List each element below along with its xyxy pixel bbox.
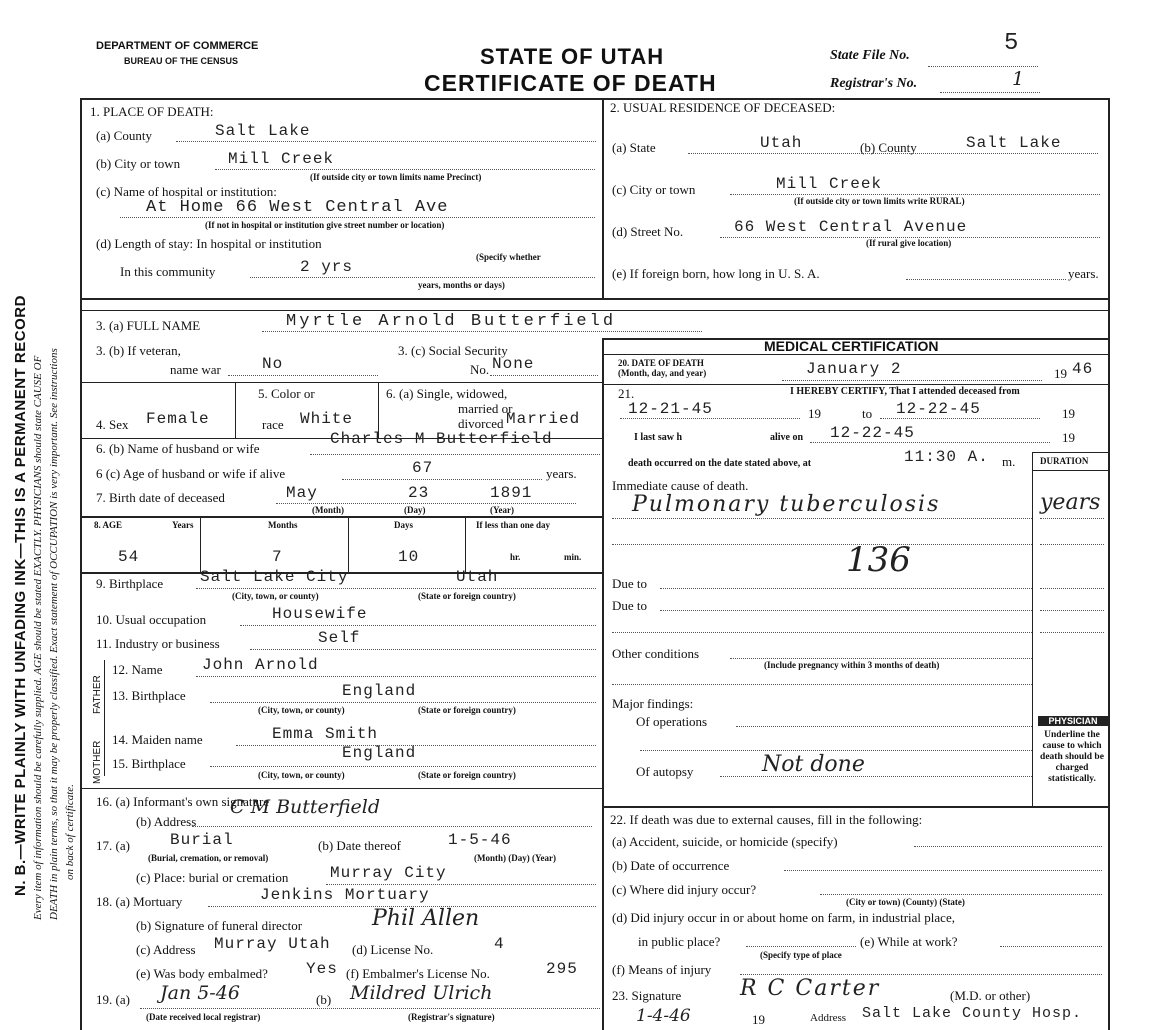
age-months: 7 — [272, 548, 283, 566]
birth-year: 1891 — [490, 484, 533, 502]
immediate-label: Immediate cause of death. — [612, 478, 749, 493]
marital-label: 6. (a) Single, widowed, — [386, 386, 508, 401]
embalmed-label: (e) Was body embalmed? — [136, 966, 268, 981]
dod-year-prefix: 19 — [1054, 366, 1067, 381]
embalmer-value: 295 — [546, 960, 578, 978]
registrar-label: Registrar's No. — [830, 76, 918, 91]
father-birth: England — [342, 682, 417, 700]
age-label: 8. AGE — [94, 520, 123, 530]
physician-addr-label: Address — [810, 1012, 847, 1024]
age-days: 10 — [398, 548, 420, 566]
father-side-label: FATHER — [92, 675, 103, 714]
physician-box-title: PHYSICIAN — [1038, 716, 1108, 726]
father-city-note: (City, town, or county) — [258, 705, 345, 715]
physician-md: (M.D. or other) — [950, 988, 1031, 1003]
mortuary-value: Jenkins Mortuary — [260, 886, 430, 904]
margin-line-2: Every item of information should be carefully supplied. AGE should be stated EXACTLY. PHYSICIANS should state CAUSE OF — [32, 355, 44, 920]
alive-label: alive on — [770, 432, 804, 443]
place-stay-label: (d) Length of stay: In hospital or institution — [96, 236, 322, 251]
informant-signature: C M Butterfield — [230, 796, 381, 818]
other-conditions-note: (Include pregnancy within 3 months of death) — [764, 660, 940, 670]
burial-date-label: (b) Date thereof — [318, 838, 402, 853]
burial-date-note: (Month) (Day) (Year) — [474, 853, 556, 863]
mother-birth-label: 15. Birthplace — [112, 756, 186, 771]
time-suffix: m. — [1002, 454, 1016, 469]
mother-state-note: (State or foreign country) — [418, 770, 516, 780]
burial-value: Burial — [170, 831, 234, 849]
war-label: name war — [170, 362, 221, 377]
res-street: 66 West Central Avenue — [734, 218, 968, 236]
operations-label: Of operations — [636, 714, 708, 729]
registrar-sig-note: (Registrar's signature) — [408, 1012, 495, 1022]
place-community: 2 yrs — [300, 258, 354, 276]
informant-addr-label: (b) Address — [136, 814, 197, 829]
dod-label: 20. DATE OF DEATH — [618, 358, 704, 368]
to-label: to — [862, 406, 873, 421]
major-findings-label: Major findings: — [612, 696, 694, 711]
external-f: (f) Means of injury — [612, 962, 712, 977]
medical-heading: MEDICAL CERTIFICATION — [764, 338, 939, 354]
birthplace-city: Salt Lake City — [200, 568, 349, 586]
external-a: (a) Accident, suicide, or homicide (specify) — [612, 834, 838, 849]
industry-value: Self — [318, 629, 361, 647]
ss-value: None — [492, 355, 535, 373]
bureau-label: BUREAU OF THE CENSUS — [124, 56, 239, 66]
mother-name: Emma Smith — [272, 725, 379, 743]
physician-date: 1-4-46 — [636, 1006, 691, 1026]
margin-instructions — [6, 140, 81, 1030]
received-label: 19. (a) — [96, 992, 130, 1007]
dod-note: (Month, day, and year) — [618, 368, 707, 378]
res-city: Mill Creek — [776, 175, 883, 193]
autopsy-label: Of autopsy — [636, 764, 694, 779]
spouse-name: Charles M Butterfield — [330, 430, 553, 448]
father-name-label: 12. Name — [112, 662, 163, 677]
res-city-label: (c) City or town — [612, 182, 696, 197]
embalmer-label: (f) Embalmer's License No. — [346, 966, 490, 981]
received-note: (Date received local registrar) — [146, 1012, 261, 1022]
place-county-label: (a) County — [96, 128, 152, 143]
external-d2: in public place? — [638, 934, 721, 949]
place-city-label: (b) City or town — [96, 156, 181, 171]
marital-label-3: divorced — [458, 416, 504, 431]
occurred-label: death occurred on the date stated above, at — [628, 458, 812, 469]
duration-label: DURATION — [1040, 456, 1089, 466]
mother-city-note: (City, town, or county) — [258, 770, 345, 780]
hr-label: hr. — [510, 552, 521, 562]
external-d: (d) Did injury occur in or about home on farm, in industrial place, — [612, 910, 955, 925]
burial-note: (Burial, cremation, or removal) — [148, 853, 269, 863]
birthplace-label: 9. Birthplace — [96, 576, 164, 591]
industry-label: 11. Industry or business — [96, 636, 220, 651]
res-state: Utah — [760, 134, 803, 152]
birthplace-state: Utah — [456, 568, 499, 586]
burial-place-label: (c) Place: burial or cremation — [136, 870, 289, 885]
external-b: (b) Date of occurrence — [612, 858, 730, 873]
state-file-number: 5 — [1004, 30, 1020, 57]
veteran-value: No — [262, 355, 284, 373]
birthplace-city-note: (City, town, or county) — [232, 591, 319, 601]
certificate-title: CERTIFICATE OF DEATH — [424, 70, 717, 96]
birthplace-state-note: (State or foreign country) — [418, 591, 516, 601]
registrar-number: 1 — [1012, 68, 1025, 90]
veteran-label: 3. (b) If veteran, — [96, 343, 181, 358]
spouse-age-unit: years. — [546, 466, 577, 481]
ss-label: 3. (c) Social Security — [398, 343, 508, 358]
place-city-note: (If outside city or town limits name Precinct) — [310, 172, 482, 182]
to-nineteen: 19 — [1062, 406, 1075, 421]
physician-sig-label: 23. Signature — [612, 988, 682, 1003]
duration-value: years — [1040, 490, 1101, 515]
year-label: (Year) — [490, 505, 514, 515]
res-foreign-label: (e) If foreign born, how long in U. S. A. — [612, 266, 820, 281]
residence-heading: 2. USUAL RESIDENCE OF DECEASED: — [610, 100, 836, 115]
res-state-label: (a) State — [612, 140, 656, 155]
margin-line-4: on back of certificate. — [64, 784, 76, 880]
occupation-label: 10. Usual occupation — [96, 612, 207, 627]
license-value: 4 — [494, 935, 505, 953]
res-county: Salt Lake — [966, 134, 1062, 152]
director-label: (b) Signature of funeral director — [136, 918, 303, 933]
age-months-label: Months — [268, 520, 298, 530]
lastsaw-label: I last saw h — [634, 432, 683, 443]
registrar-sig-label: (b) — [316, 992, 332, 1007]
dept-label: DEPARTMENT OF COMMERCE — [96, 40, 259, 52]
name-label: 3. (a) FULL NAME — [96, 318, 201, 333]
certify-number: 21. — [618, 386, 635, 401]
attended-from: 12-21-45 — [628, 400, 713, 418]
place-hosp-label: (c) Name of hospital or institution: — [96, 184, 277, 199]
mother-side-label: MOTHER — [92, 740, 103, 784]
state-title: STATE OF UTAH — [480, 44, 665, 69]
time-value: 11:30 A. — [904, 448, 989, 466]
birth-month: May — [286, 484, 318, 502]
place-hosp-note: (If not in hospital or institution give street number or location) — [205, 220, 445, 230]
dod-value: January 2 — [806, 360, 902, 378]
occupation-value: Housewife — [272, 605, 368, 623]
margin-line-3: DEATH in plain terms, so that it may be properly classified. Exact statement of OCCUPATION is very important. See instructions — [48, 348, 60, 920]
from-nineteen: 19 — [808, 406, 821, 421]
cause-code: 136 — [846, 540, 911, 580]
burial-label: 17. (a) — [96, 838, 130, 853]
day-label: (Day) — [404, 505, 426, 515]
other-conditions-label: Other conditions — [612, 646, 700, 661]
external-c-note: (City or town) (County) (State) — [846, 897, 965, 907]
attended-to: 12-22-45 — [896, 400, 981, 418]
director-signature: Phil Allen — [372, 906, 480, 931]
autopsy-value: Not done — [762, 752, 865, 777]
place-city: Mill Creek — [228, 150, 335, 168]
certify-text: I HEREBY CERTIFY, That I attended deceased from — [790, 386, 1020, 397]
physician-signature: R C Carter — [740, 976, 881, 1001]
physician-box-text: Underline the cause to which death should be charged statistically. — [1040, 730, 1104, 784]
lastsaw-value: 12-22-45 — [830, 424, 915, 442]
mort-addr-label: (c) Address — [136, 942, 196, 957]
spouse-age-label: 6 (c) Age of husband or wife if alive — [96, 466, 286, 481]
state-file-label: State File No. — [830, 48, 910, 63]
external-heading: 22. If death was due to external causes, fill in the following: — [610, 812, 923, 827]
birth-label: 7. Birth date of deceased — [96, 490, 225, 505]
margin-line-1: N. B.—WRITE PLAINLY WITH UNFADING INK—THIS IS A PERMANENT RECORD — [12, 295, 29, 896]
month-label: (Month) — [312, 505, 344, 515]
age-years: 54 — [118, 548, 140, 566]
res-county-label: (b) County — [860, 140, 917, 155]
min-label: min. — [564, 552, 582, 562]
sex-value: Female — [146, 410, 210, 428]
res-street-note: (If rural give location) — [866, 238, 952, 248]
external-e: (e) While at work? — [860, 934, 958, 949]
ss-no-label: No. — [470, 362, 490, 377]
license-label: (d) License No. — [352, 942, 434, 957]
sex-label: 4. Sex — [96, 417, 129, 432]
father-birth-label: 13. Birthplace — [112, 688, 186, 703]
place-hosp: At Home 66 West Central Ave — [146, 198, 449, 217]
lastsaw-nineteen: 19 — [1062, 430, 1075, 445]
birth-day: 23 — [408, 484, 430, 502]
external-c: (c) Where did injury occur? — [612, 882, 757, 897]
external-d2-note: (Specify type of place — [760, 950, 842, 960]
received-value: Jan 5-46 — [160, 982, 240, 1004]
immediate-cause: Pulmonary tuberculosis — [632, 492, 941, 517]
due-to-1-label: Due to — [612, 576, 648, 591]
marital-value: Married — [506, 410, 581, 428]
color-label: 5. Color or — [258, 386, 315, 401]
age-less-label: If less than one day — [476, 520, 551, 530]
father-name: John Arnold — [202, 656, 319, 674]
father-state-note: (State or foreign country) — [418, 705, 516, 715]
burial-date: 1-5-46 — [448, 831, 512, 849]
physician-nineteen: 19 — [752, 1012, 765, 1027]
place-county: Salt Lake — [215, 122, 311, 140]
informant-label: 16. (a) Informant's own signature — [96, 794, 270, 809]
spouse-label: 6. (b) Name of husband or wife — [96, 441, 260, 456]
place-community-note: years, months or days) — [418, 280, 505, 290]
age-years-label: Years — [172, 520, 194, 530]
place-heading: 1. PLACE OF DEATH: — [90, 104, 214, 119]
mortuary-label: 18. (a) Mortuary — [96, 894, 183, 909]
age-days-label: Days — [394, 520, 414, 530]
place-stay-spec: (Specify whether — [476, 252, 541, 262]
due-to-2-label: Due to — [612, 598, 648, 613]
mother-name-label: 14. Maiden name — [112, 732, 203, 747]
place-community-label: In this community — [120, 264, 216, 279]
mort-addr: Murray Utah — [214, 935, 331, 953]
race-value: White — [300, 410, 354, 428]
burial-place: Murray City — [330, 864, 447, 882]
res-city-note: (If outside city or town limits write RURAL) — [794, 196, 965, 206]
physician-address: Salt Lake County Hosp. — [862, 1005, 1083, 1022]
spouse-age: 67 — [412, 459, 434, 477]
embalmed-value: Yes — [306, 960, 338, 978]
res-street-label: (d) Street No. — [612, 224, 684, 239]
res-foreign-years: years. — [1068, 266, 1099, 281]
mother-birth: England — [342, 744, 417, 762]
dod-year: 46 — [1072, 360, 1094, 378]
race-label: race — [262, 417, 284, 432]
registrar-signature: Mildred Ulrich — [350, 982, 493, 1004]
marital-label-2: married or — [458, 401, 513, 416]
full-name: Myrtle Arnold Butterfield — [286, 312, 617, 331]
